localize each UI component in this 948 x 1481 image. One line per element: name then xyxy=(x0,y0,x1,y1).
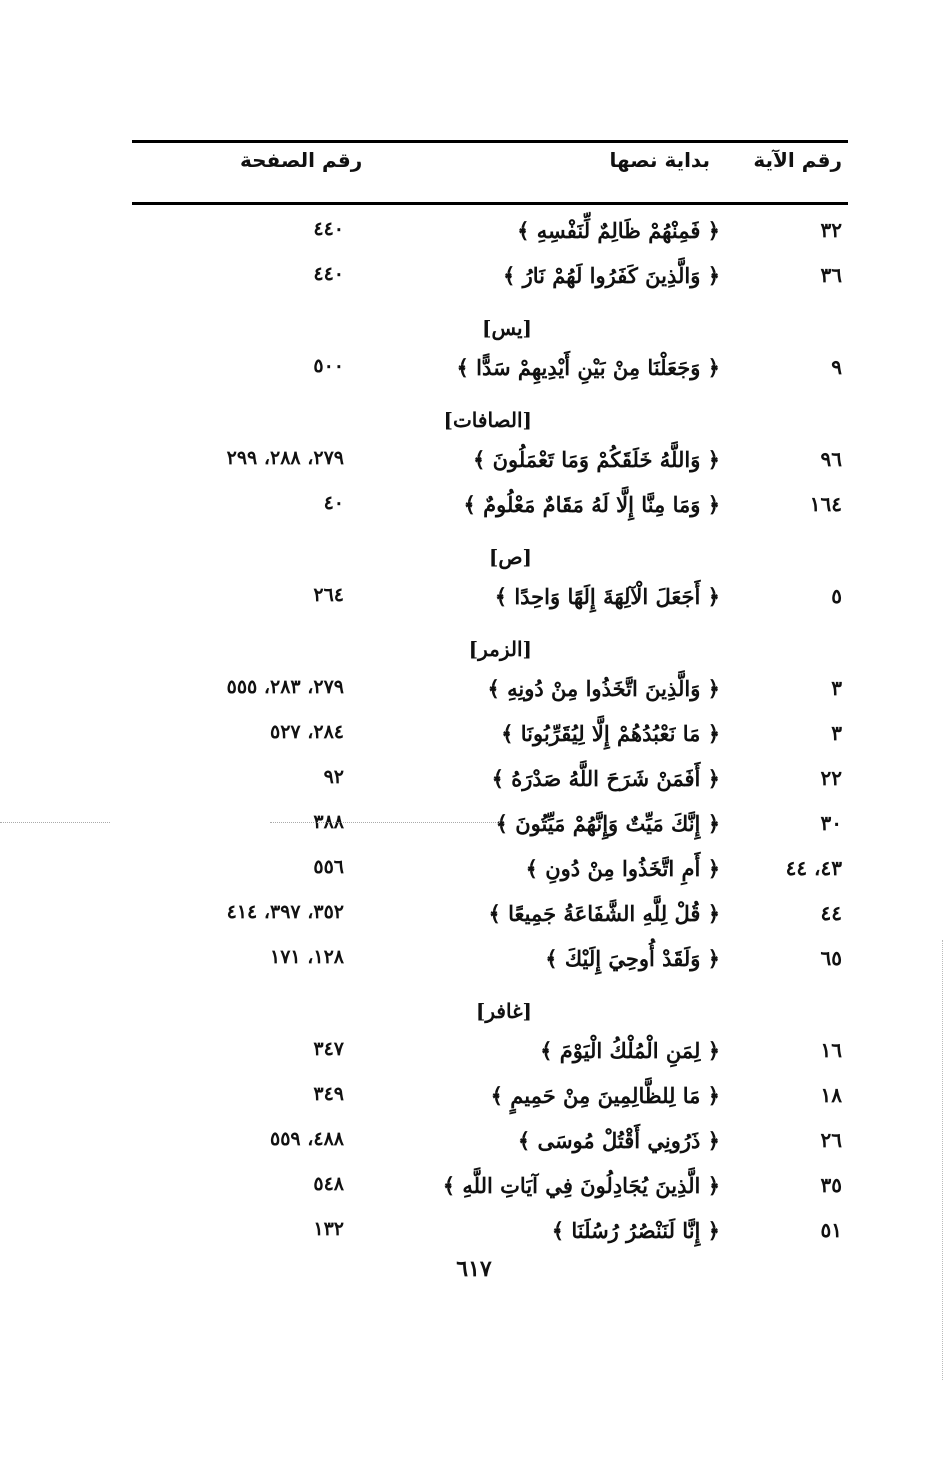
ayah-number: ٩٦ xyxy=(820,447,842,471)
table-row xyxy=(132,715,848,760)
ayah-number: ٦٥ xyxy=(820,946,842,970)
header-bottom-rule xyxy=(132,202,848,205)
page-references: ٥٤٨ xyxy=(313,1173,344,1195)
surah-heading-row xyxy=(132,531,848,578)
verse-text: ﴿ إِنَّا لَنَنْصُرُ رُسُلَنَا ﴾ xyxy=(551,1218,720,1243)
ayah-number: ٣٦ xyxy=(820,263,842,287)
verse-text: ﴿ ذَرُونِي أَقْتُلْ مُوسَى ﴾ xyxy=(517,1128,720,1153)
table-row xyxy=(132,1212,848,1257)
surah-heading-row xyxy=(132,302,848,349)
verse-text: ﴿ الَّذِينَ يُجَادِلُونَ فِي آيَاتِ اللَّهِ ﴾ xyxy=(442,1173,720,1198)
table-row xyxy=(132,1032,848,1077)
table-row xyxy=(132,212,848,257)
verse-text: ﴿ وَجَعَلْنَا مِنْ بَيْنِ أَيْدِيهِمْ سَدًّا ﴾ xyxy=(456,355,720,380)
table-row xyxy=(132,578,848,623)
page-references: ٢٧٩، ٢٨٨، ٢٩٩ xyxy=(226,447,344,469)
surah-heading-row xyxy=(132,623,848,670)
scan-artifact-line xyxy=(270,822,500,823)
page-references: ٣٥٢، ٣٩٧، ٤١٤ xyxy=(226,901,344,923)
surah-name: [الزمر] xyxy=(468,637,532,661)
surah-heading-row xyxy=(132,985,848,1032)
ayah-number: ٤٣، ٤٤ xyxy=(785,856,842,880)
table-row xyxy=(132,349,848,394)
surah-name: [ص] xyxy=(488,545,532,569)
ayah-number: ٢٢ xyxy=(820,766,842,790)
ayah-number: ٣ xyxy=(831,721,842,745)
verse-text: ﴿ أَمِ اتَّخَذُوا مِنْ دُونِ ﴾ xyxy=(525,856,720,881)
page-number: ٦١٧ xyxy=(456,1256,492,1282)
verse-text: ﴿ لِمَنِ الْمُلْكُ الْيَوْمَ ﴾ xyxy=(540,1038,720,1063)
table-row xyxy=(132,441,848,486)
ayah-number: ٣ xyxy=(831,676,842,700)
verse-text: ﴿ مَا لِلظَّالِمِينَ مِنْ حَمِيمٍ ﴾ xyxy=(490,1083,720,1108)
table-row xyxy=(132,805,848,850)
page-references: ٢٨٤، ٥٢٧ xyxy=(270,721,344,743)
page-references: ٣٨٨ xyxy=(313,811,344,833)
verse-text: ﴿ مَا نَعْبُدُهُمْ إِلَّا لِيُقَرِّبُونَا ﴾ xyxy=(501,721,720,746)
table-row xyxy=(132,670,848,715)
verse-text: ﴿ أَفَمَنْ شَرَحَ اللَّهُ صَدْرَهُ ﴾ xyxy=(491,766,720,791)
scan-artifact-edge xyxy=(942,940,943,1380)
verse-text: ﴿ فَمِنْهُمْ ظَالِمٌ لِّنَفْسِهِ ﴾ xyxy=(517,218,720,243)
ayah-number: ٣٠ xyxy=(820,811,842,835)
page-references: ١٣٢ xyxy=(313,1218,344,1240)
ayah-number: ٩ xyxy=(831,355,842,379)
ayah-number: ١٨ xyxy=(820,1083,842,1107)
surah-name: [يس] xyxy=(482,316,532,340)
verse-text: ﴿ أَجَعَلَ الْآلِهَةَ إِلَهًا وَاحِدًا ﴾ xyxy=(494,584,720,609)
page-references: ٢٦٤ xyxy=(313,584,344,606)
table-row xyxy=(132,486,848,531)
verse-text: ﴿ وَمَا مِنَّا إِلَّا لَهُ مَقَامٌ مَعْلُومٌ ﴾ xyxy=(463,492,720,517)
table-row xyxy=(132,257,848,302)
index-table xyxy=(132,212,848,1257)
scan-artifact-line xyxy=(0,822,110,823)
ayah-number: ٢٦ xyxy=(820,1128,842,1152)
surah-name: [الصافات] xyxy=(443,408,532,432)
ayah-number: ١٦٤ xyxy=(809,492,842,516)
table-row xyxy=(132,1077,848,1122)
ayah-number: ١٦ xyxy=(820,1038,842,1062)
ayah-number: ٥ xyxy=(831,584,842,608)
ayah-number: ٥١ xyxy=(820,1218,842,1242)
page-references: ٤٠ xyxy=(323,492,344,514)
verse-start-header: بداية نصها xyxy=(609,148,710,172)
page-references: ٤٤٠ xyxy=(313,263,344,285)
verse-text: ﴿ وَاللَّهُ خَلَقَكُمْ وَمَا تَعْمَلُونَ ﴾ xyxy=(472,447,720,472)
page-references: ٥٠٠ xyxy=(313,355,344,377)
ayah-number: ٣٥ xyxy=(820,1173,842,1197)
ayah-number: ٤٤ xyxy=(820,901,842,925)
verse-text: ﴿ وَالَّذِينَ اتَّخَذُوا مِنْ دُونِهِ ﴾ xyxy=(487,676,720,701)
page-references: ١٢٨، ١٧١ xyxy=(270,946,344,968)
verse-text: ﴿ قُلْ لِلَّهِ الشَّفَاعَةُ جَمِيعًا ﴾ xyxy=(488,901,720,926)
ayah-number: ٣٢ xyxy=(820,218,842,242)
page-references: ٣٤٧ xyxy=(313,1038,344,1060)
table-row xyxy=(132,850,848,895)
verse-text: ﴿ وَلَقَدْ أُوحِيَ إِلَيْكَ ﴾ xyxy=(545,946,720,971)
page-references: ٢٧٩، ٢٨٣، ٥٥٥ xyxy=(226,676,344,698)
page-references: ٥٥٦ xyxy=(313,856,344,878)
page-references: ٤٤٠ xyxy=(313,218,344,240)
table-row xyxy=(132,895,848,940)
table-row xyxy=(132,760,848,805)
page-references: ٤٨٨، ٥٥٩ xyxy=(270,1128,344,1150)
verse-text: ﴿ إِنَّكَ مَيِّتٌ وَإِنَّهُمْ مَيِّتُونَ ﴾ xyxy=(495,811,720,836)
ayah-number-header: رقم الآية xyxy=(753,148,842,172)
surah-heading-row xyxy=(132,394,848,441)
page-references: ٣٤٩ xyxy=(313,1083,344,1105)
page-number-header: رقم الصفحة xyxy=(240,148,363,172)
header-top-rule xyxy=(132,140,848,143)
page-references: ٩٢ xyxy=(323,766,344,788)
verse-text: ﴿ وَالَّذِينَ كَفَرُوا لَهُمْ نَارُ ﴾ xyxy=(502,263,720,288)
table-row xyxy=(132,1122,848,1167)
table-row xyxy=(132,940,848,985)
surah-name: [غافر] xyxy=(475,999,532,1023)
table-row xyxy=(132,1167,848,1212)
